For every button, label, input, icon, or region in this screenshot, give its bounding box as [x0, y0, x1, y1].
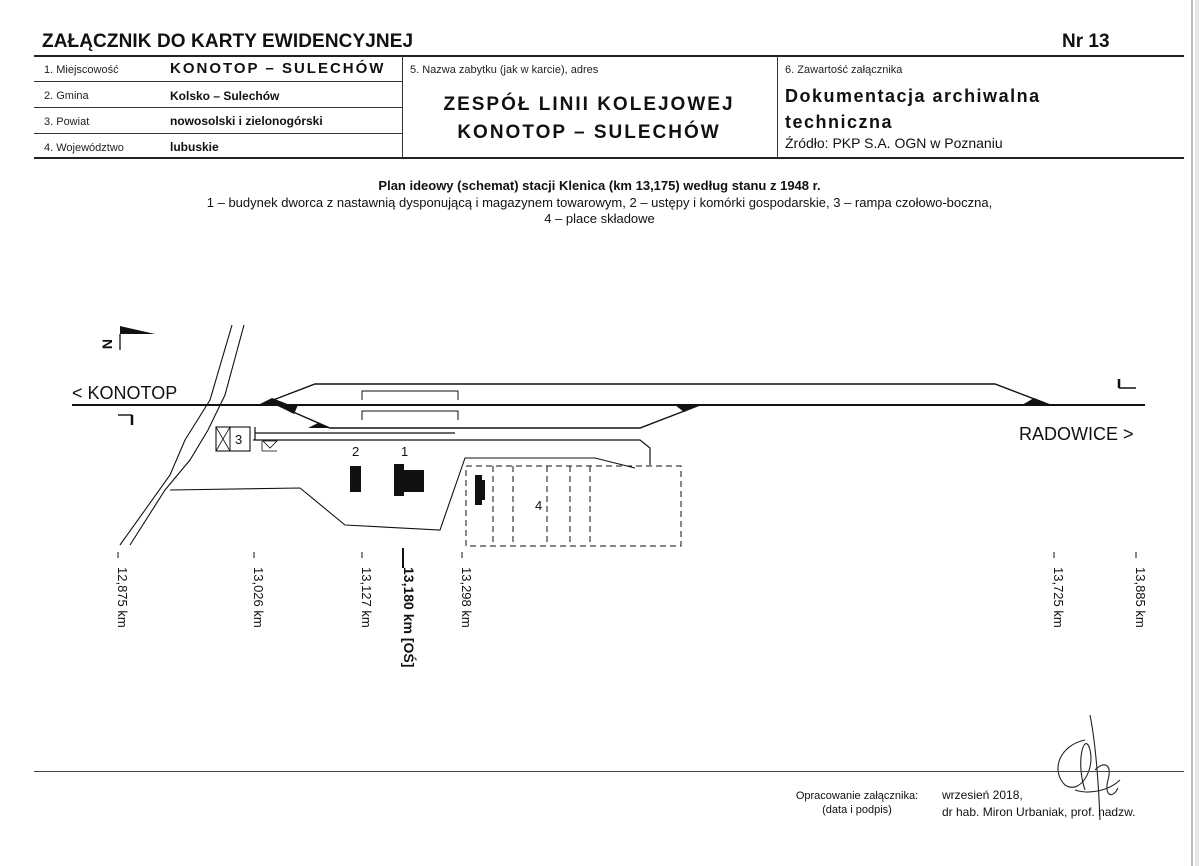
content-line1: Dokumentacja archiwalna: [785, 86, 1041, 106]
content-source: Źródło: PKP S.A. OGN w Poznaniu: [785, 135, 1003, 151]
footer-date: wrzesień 2018,: [942, 788, 1023, 802]
km-label-13127: 13,127 km: [359, 567, 374, 628]
km-label-13298: 13,298 km: [459, 567, 474, 628]
field-label-wojewodztwo: 4. Województwo: [44, 142, 124, 154]
switch-marker: [675, 405, 700, 412]
field-value-gmina: Kolsko – Sulechów: [170, 89, 280, 103]
passing-loop-track: [260, 384, 1050, 405]
road-edge: [130, 325, 244, 545]
monument-name-line1: ZESPÓŁ LINII KOLEJOWEJ: [443, 94, 735, 115]
field-label-powiat: 3. Powiat: [44, 116, 90, 128]
field-label-miejscowosc: 1. Miejscowość: [44, 64, 119, 76]
km-label-12875: 12,875 km: [115, 567, 130, 628]
document-title: ZAŁĄCZNIK DO KARTY EWIDENCYJNEJ: [42, 31, 414, 52]
footer-label: Opracowanie załącznika:: [795, 790, 919, 802]
footer-sublabel: (data i podpis): [822, 804, 892, 816]
signal-icon: [118, 415, 132, 425]
switch-marker: [308, 423, 330, 428]
km-label-axis: 13,180 km [OŚ]: [401, 567, 417, 668]
switch-marker: [1022, 398, 1052, 405]
north-arrow-icon: [120, 326, 155, 350]
direction-radowice: RADOWICE >: [1019, 424, 1134, 444]
signal-icon: [1119, 379, 1136, 388]
footer-rule: [34, 771, 1184, 772]
km-label-13725: 13,725 km: [1051, 567, 1066, 628]
field-value-powiat: nowosolski i zielonogórski: [170, 114, 323, 128]
road-edge: [120, 325, 232, 545]
content-line2: techniczna: [785, 112, 894, 132]
field-value-wojewodztwo: lubuskie: [170, 140, 219, 154]
field-value-miejscowosc: KONOTOP – SULECHÓW: [170, 60, 386, 77]
plan-caption-legend-2: 4 – place składowe: [544, 211, 655, 226]
platform-outline: [362, 391, 458, 400]
km-label-13026: 13,026 km: [251, 567, 266, 628]
plan-caption-legend-1: 1 – budynek dworca z nastawnią dysponującą i magazynem towarowym, 2 – ustępy i komórki gospodarskie, 3 – rampa czołowo-boczna,: [206, 195, 993, 210]
building-station-wing: [403, 470, 424, 492]
building-label-1: 1: [401, 444, 409, 459]
building-storage: [475, 475, 482, 505]
ramp-access-track: [253, 440, 650, 465]
siding-track: [277, 405, 700, 428]
building-label-3: 3: [235, 432, 243, 447]
footer-author: dr hab. Miron Urbaniak, prof. nadzw.: [942, 805, 1136, 819]
plan-caption-title: Plan ideowy (schemat) stacji Klenica (km 13,175) według stanu z 1948 r.: [378, 178, 821, 193]
monument-name-line2: KONOTOP – SULECHÓW: [457, 122, 721, 143]
building-toilets: [350, 466, 361, 492]
field-label-zawartosc: 6. Zawartość załącznika: [785, 64, 903, 76]
field-label-nazwa: 5. Nazwa zabytku (jak w karcie), adres: [410, 64, 599, 76]
attachment-number: Nr 13: [1062, 31, 1110, 52]
storage-yard-outline: [466, 466, 681, 546]
field-label-gmina: 2. Gmina: [44, 90, 89, 102]
platform-outline: [362, 411, 458, 420]
building-label-4: 4: [535, 498, 543, 513]
building-station: [394, 464, 404, 496]
building-label-2: 2: [352, 444, 360, 459]
north-label: N: [99, 338, 116, 350]
switch-marker: [258, 398, 290, 405]
direction-konotop: < KONOTOP: [72, 383, 178, 403]
ramp-box: [216, 427, 250, 451]
km-label-13885: 13,885 km: [1133, 567, 1148, 628]
